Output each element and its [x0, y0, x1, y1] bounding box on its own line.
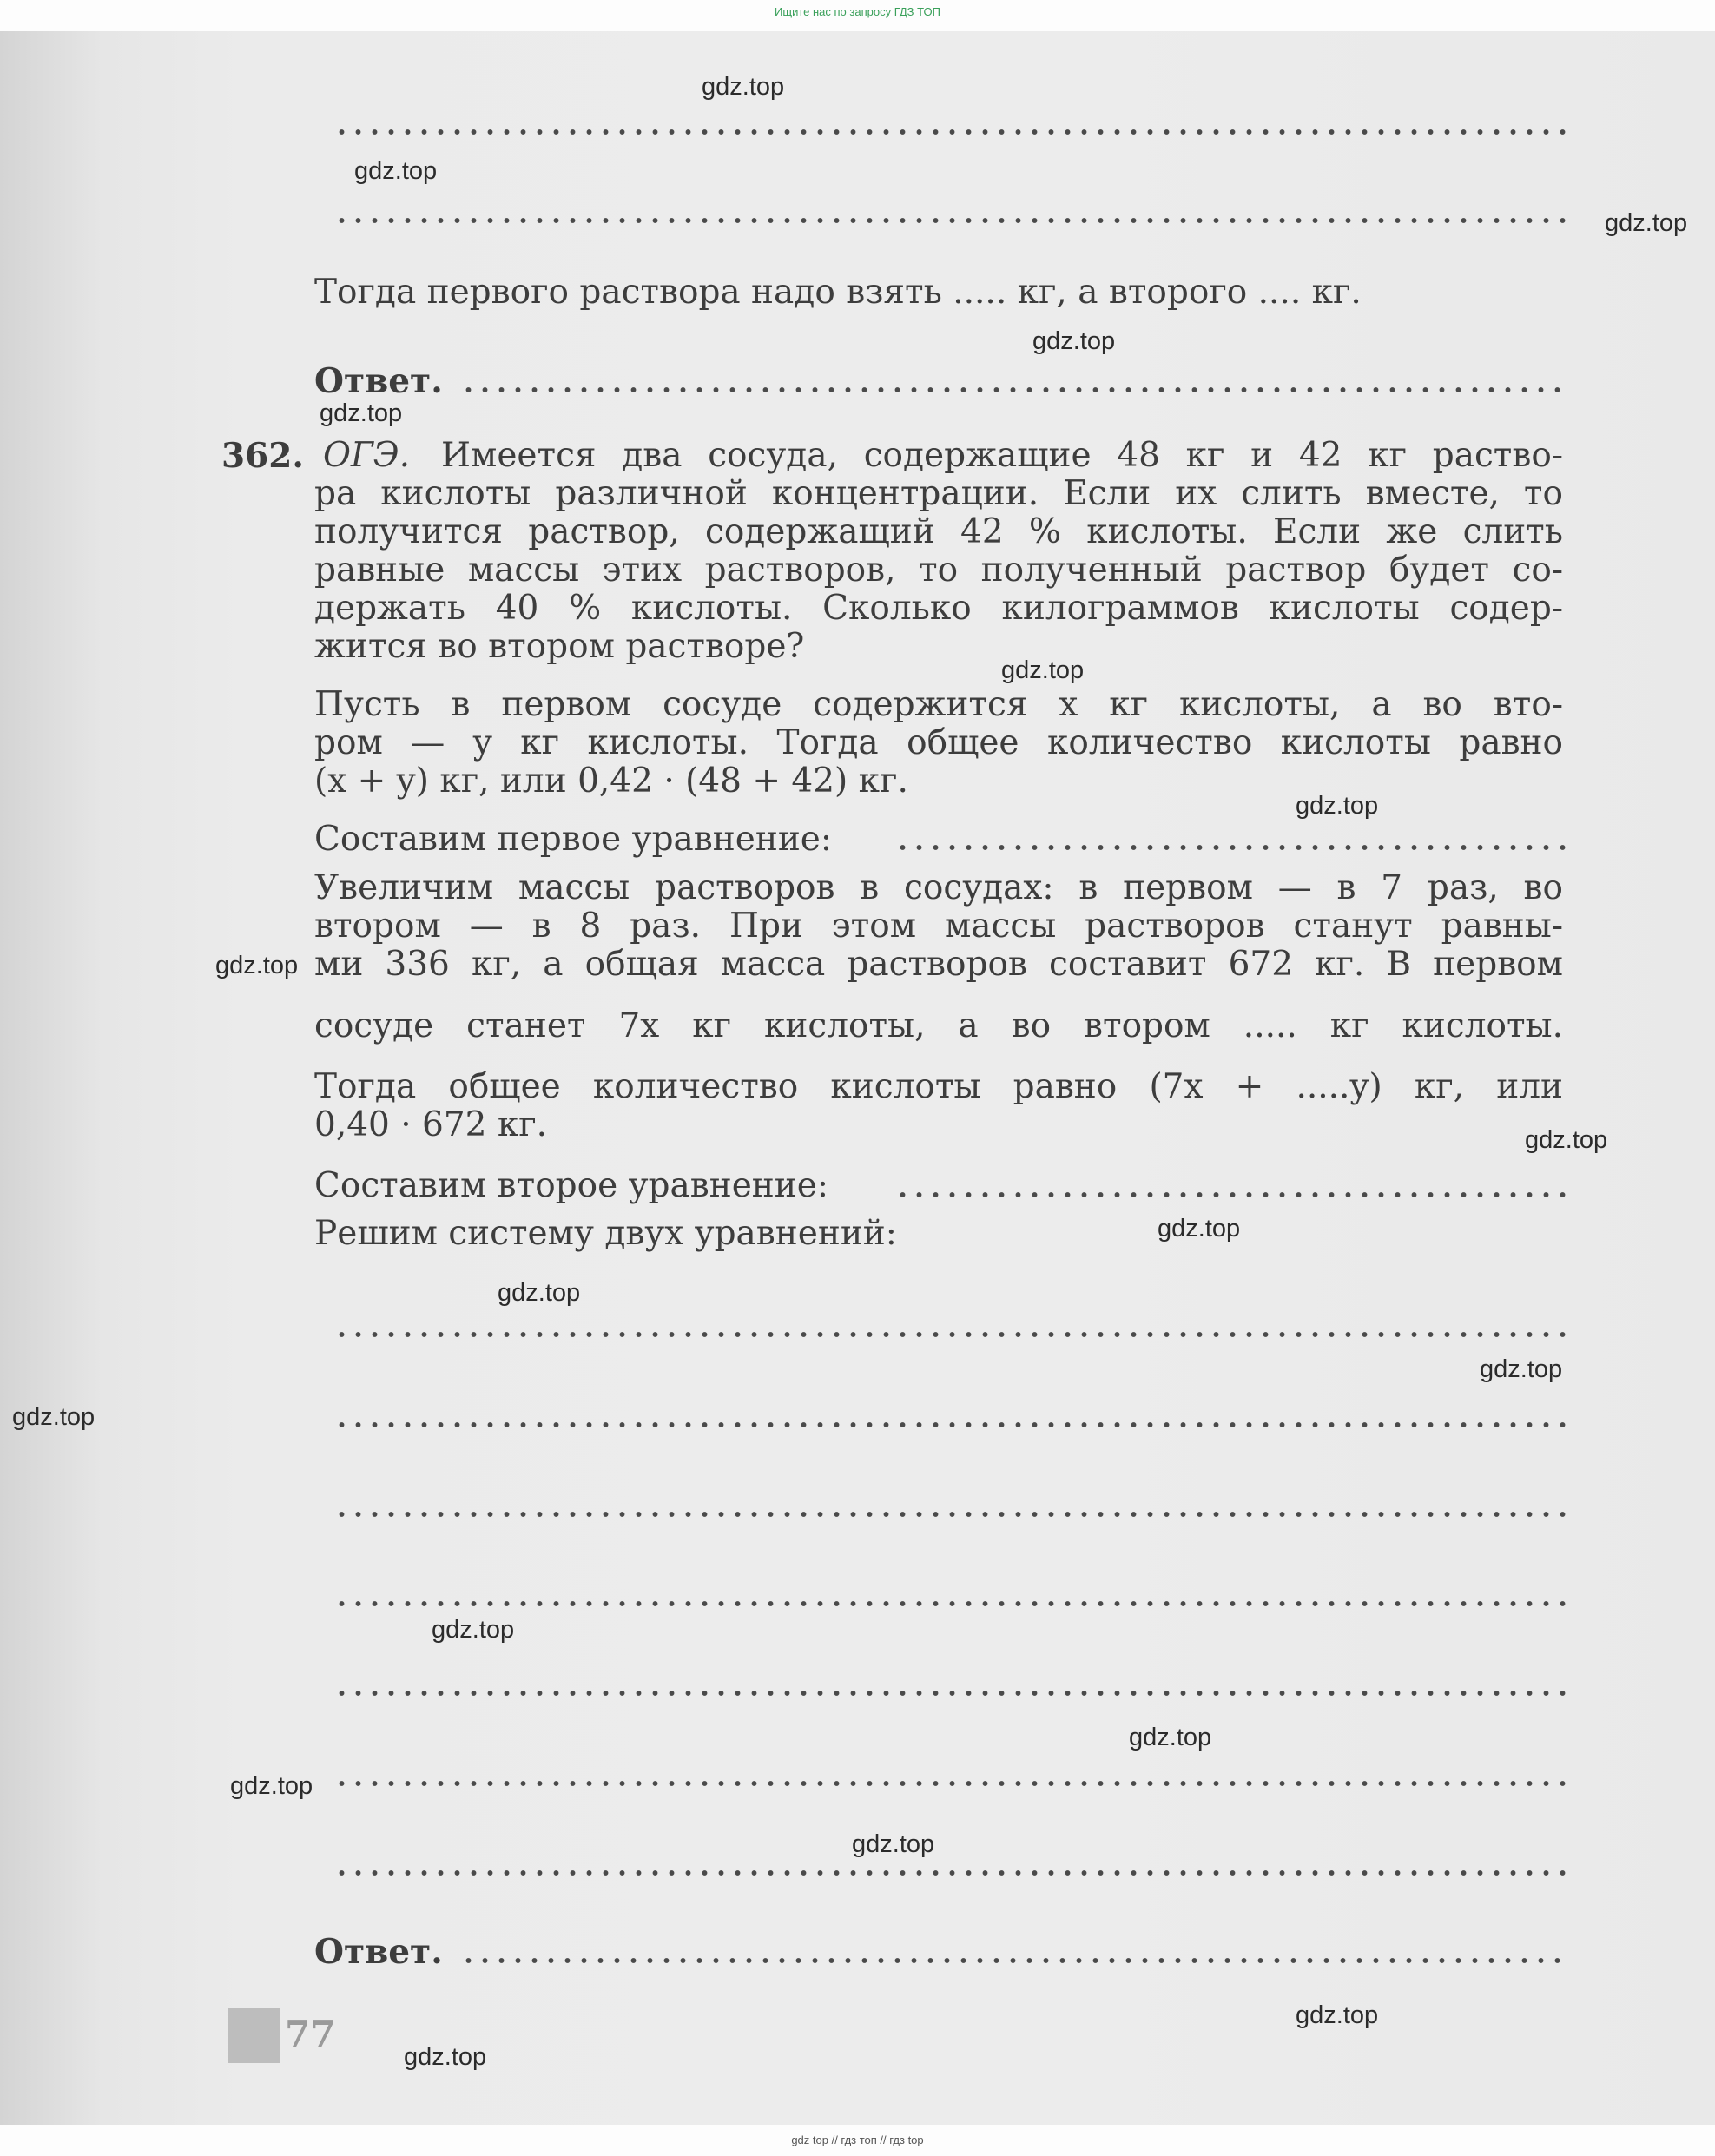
- solution-line: сосуде станет 7x кг кислоты, а во втором ..... кг кислоты.: [314, 1006, 1563, 1045]
- solution-line: Увеличим массы растворов в сосудах: в первом — в 7 раз, во: [314, 868, 1563, 907]
- prev-task-line: Тогда первого раствора надо взять ..... кг, а второго .... кг.: [314, 273, 1362, 312]
- solution-line: ми 336 кг, а общая масса растворов составит 672 кг. В первом: [314, 945, 1563, 984]
- prev-answer-label: Ответ.: [314, 361, 443, 401]
- bottom-banner[interactable]: gdz top // гдз топ // гдз top: [791, 2133, 924, 2146]
- watermark: gdz.top: [1296, 792, 1379, 820]
- answer-line: [333, 1780, 1567, 1787]
- watermark: gdz.top: [852, 1830, 935, 1858]
- first-equation-label: Составим первое уравнение:: [314, 820, 833, 859]
- statement-line: получится раствор, содержащий 42 % кислоты. Если же слить: [314, 512, 1563, 551]
- solution-line: (x + y) кг, или 0,42 · (48 + 42) кг.: [314, 762, 908, 801]
- answer-line: [333, 1331, 1567, 1338]
- page-number: 77: [285, 2013, 336, 2055]
- second-equation-label: Составим второе уравнение:: [314, 1166, 829, 1205]
- answer-line: [460, 1957, 1567, 1964]
- answer-line: [333, 1690, 1567, 1697]
- page-number-box: [228, 2008, 280, 2063]
- watermark: gdz.top: [432, 1616, 515, 1644]
- answer-line: [460, 386, 1567, 393]
- system-label: Решим систему двух уравнений:: [314, 1214, 897, 1253]
- answer-line: [894, 1191, 1567, 1198]
- watermark: gdz.top: [702, 73, 785, 101]
- answer-line: [894, 844, 1567, 851]
- watermark: gdz.top: [404, 2043, 487, 2071]
- top-banner[interactable]: Ищите нас по запросу ГДЗ ТОП: [775, 5, 940, 18]
- watermark: gdz.top: [1001, 656, 1085, 684]
- problem-tag: ОГЭ.: [323, 436, 411, 475]
- watermark: gdz.top: [215, 952, 299, 979]
- watermark: gdz.top: [1480, 1355, 1563, 1383]
- answer-line: [333, 1869, 1567, 1876]
- statement-line: ра кислоты различной концентрации. Если их слить вместе, то: [314, 474, 1563, 513]
- watermark: gdz.top: [1525, 1126, 1608, 1154]
- statement-line: держать 40 % кислоты. Сколько килограммов кислоты содер-: [314, 589, 1563, 628]
- solution-line: 0,40 · 672 кг.: [314, 1105, 548, 1144]
- statement-line: равные массы этих растворов, то полученный раствор будет со-: [314, 551, 1563, 590]
- watermark: gdz.top: [1296, 2001, 1379, 2029]
- statement-line: Имеется два сосуда, содержащие 48 кг и 42 кг раство-: [441, 436, 1563, 475]
- problem-number: 362.: [221, 436, 304, 476]
- watermark: gdz.top: [230, 1772, 313, 1800]
- solution-line: втором — в 8 раз. При этом массы растворов станут равны-: [314, 907, 1563, 946]
- answer-line: [333, 1511, 1567, 1518]
- statement-line: жится во втором растворе?: [314, 627, 805, 666]
- answer-line: [333, 1600, 1567, 1607]
- watermark: gdz.top: [354, 157, 438, 185]
- solution-line: Тогда общее количество кислоты равно (7x + .....y) кг, или: [314, 1067, 1563, 1106]
- answer-line: [333, 1421, 1567, 1428]
- solution-line: Пусть в первом сосуде содержится x кг кислоты, а во вто-: [314, 685, 1563, 724]
- watermark: gdz.top: [1605, 209, 1688, 237]
- watermark: gdz.top: [12, 1403, 96, 1431]
- watermark: gdz.top: [1158, 1215, 1241, 1243]
- watermark: gdz.top: [1129, 1724, 1212, 1751]
- answer-line: [333, 129, 1567, 135]
- watermark: gdz.top: [320, 399, 403, 427]
- solution-line: ром — y кг кислоты. Тогда общее количество кислоты равно: [314, 723, 1563, 762]
- watermark: gdz.top: [498, 1279, 581, 1307]
- answer-label: Ответ.: [314, 1932, 443, 1972]
- watermark: gdz.top: [1032, 327, 1116, 355]
- answer-line: [333, 217, 1567, 224]
